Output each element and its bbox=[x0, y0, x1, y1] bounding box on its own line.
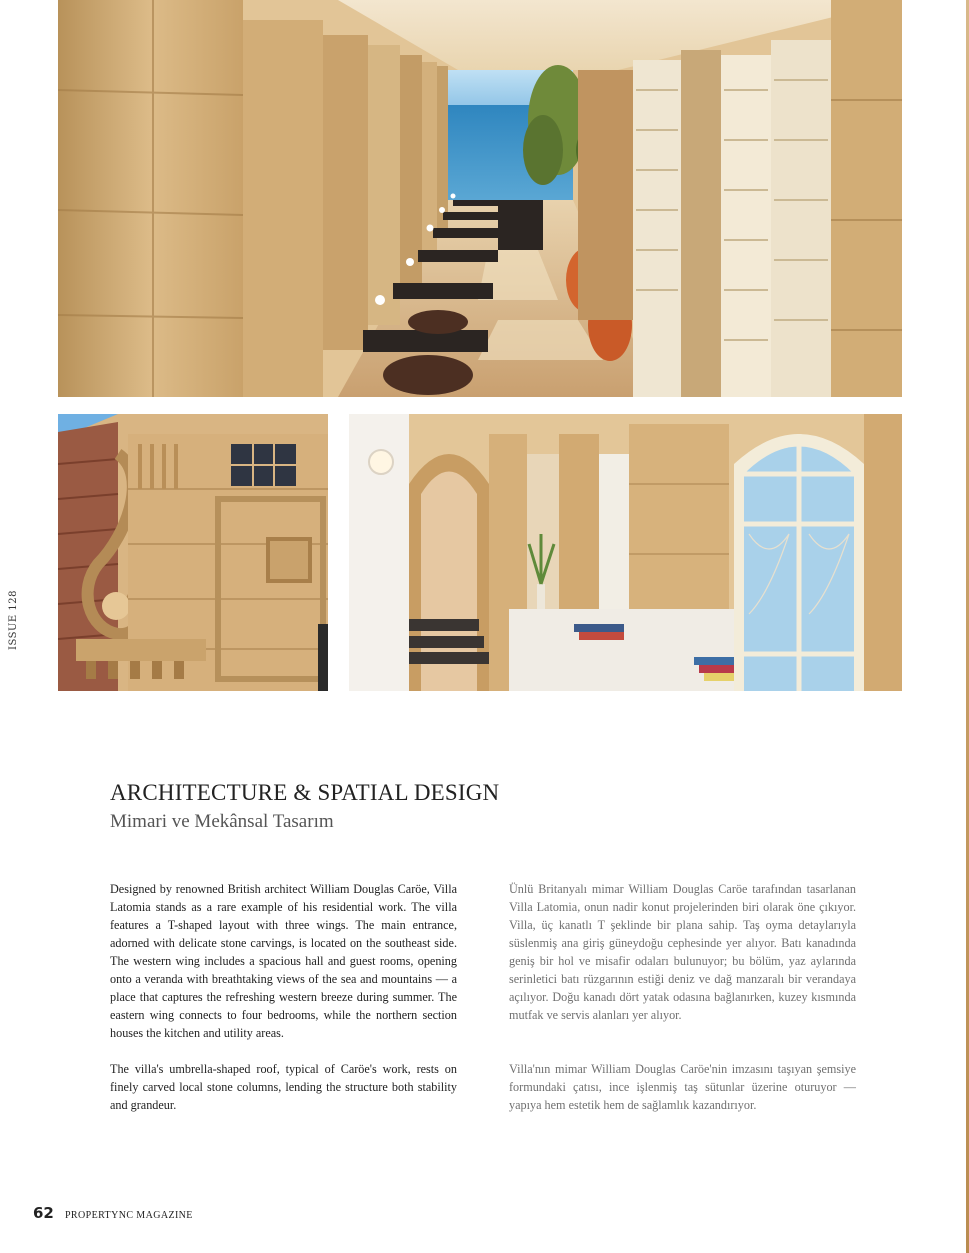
turkish-paragraph-1: Ünlü Britanyalı mimar William Douglas Caröe tarafından tasarlanan Villa Latomia, onun nadir konut projelerinden biri olarak öne çıkıyor. Villa, üç kanatlı T şeklinde bir plana sahip. Taş oyma detaylarıyla süslenmiş ana giriş güneydoğu cephesinde yer alıyor. Batı kanadında geniş bir hol ve misafir odaları bulunuyor; bu bölüm, yaz aylarında serinletici batı rüzgarının estiği deniz ve dağ manzaralı bir verandaya açılıyor. Doğu kanadı dört yatak odasına bağlanırken, kuzey kısmında mutfak ve servis alanları yer alıyor. bbox=[509, 882, 856, 1022]
english-paragraph-1: Designed by renowned British architect William Douglas Caröe, Villa Latomia stands as a rare example of his residential work. The villa features a T-shaped layout with three wings. The main entrance, adorned with delicate stone carvings, is located on the southeast side. The western wing includes a spacious hall and guest rooms, opening onto a veranda with breathtaking views of the sea and mountains — a place that captures the refreshing western breeze during summer. The eastern wing connects to four bedrooms, while the northern section houses the kitchen and utility areas. bbox=[110, 882, 457, 1040]
page-footer bbox=[33, 1203, 193, 1222]
veranda-photo bbox=[58, 0, 902, 397]
turkish-paragraph-2: Villa'nın mimar William Douglas Caröe'nin imzasını taşıyan şemsiye formundaki çatısı, ince işlenmiş taş sütunlar üzerine oturuyor — yapıya hem estetik hem de sağlamlık kazandırıyor. bbox=[509, 1062, 856, 1112]
english-column-paragraph-2 bbox=[110, 1060, 457, 1114]
turkish-column-paragraph-2 bbox=[509, 1060, 856, 1114]
section-title: ARCHITECTURE & SPATIAL DESIGN bbox=[110, 780, 500, 805]
english-column-paragraph-1 bbox=[110, 880, 457, 1042]
english-paragraph-2: The villa's umbrella-shaped roof, typical of Caröe's work, rests on finely carved local stone columns, lending the structure both stability and grandeur. bbox=[110, 1062, 457, 1112]
page-number: 62 bbox=[33, 1204, 54, 1222]
issue-label: ISSUE 128 bbox=[8, 590, 19, 650]
facade-detail-photo bbox=[58, 414, 328, 691]
magazine-name: PROPERTYNC MAGAZINE bbox=[64, 1210, 193, 1221]
arcade-interior-photo bbox=[349, 414, 902, 691]
turkish-column-paragraph-1 bbox=[509, 880, 856, 1024]
section-subtitle: Mimari ve Mekânsal Tasarım bbox=[110, 811, 334, 832]
